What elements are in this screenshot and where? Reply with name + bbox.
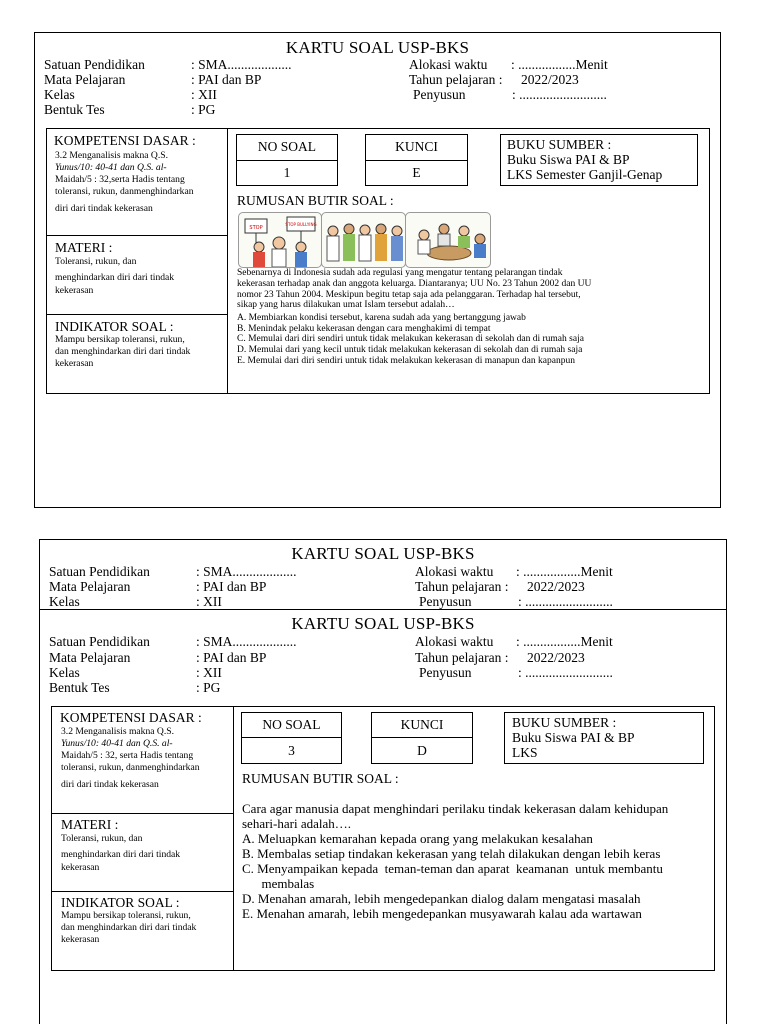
kd-line: Maidah/5 : 32, serta Hadis tentang <box>61 750 194 761</box>
kelas-value: : XII <box>191 87 217 102</box>
kd-line: toleransi, rukun, danmenghindarkan <box>55 186 194 197</box>
penyusun-value: : .......................... <box>518 594 613 609</box>
mapel-value: : PAI dan BP <box>191 72 262 87</box>
stem-line: sehari-hari adalah…. <box>242 816 352 831</box>
stop-sign-text: STOP <box>249 225 263 231</box>
card-1-stem <box>237 268 703 311</box>
alokasi-label: Alokasi waktu <box>409 57 488 72</box>
stem-line: kekerasan terhadap anak dan anggota keluarga. Diantaranya; UU No. 23 Tahun 2002 dan UU <box>237 278 592 289</box>
satuan-value: : SMA................... <box>196 564 297 579</box>
kunci-value: E <box>365 160 468 186</box>
alokasi-value: : .................Menit <box>516 564 613 579</box>
kelas-label: Kelas <box>49 665 80 680</box>
kelas-label: Kelas <box>49 594 80 609</box>
alokasi-value: : .................Menit <box>511 57 608 72</box>
buku-line: LKS Semester Ganjil-Genap <box>507 167 663 182</box>
buku-line: Buku Siswa PAI & BP <box>512 730 635 745</box>
kd-line: diri dari tindak kekerasan <box>61 779 159 790</box>
no-soal-header: NO SOAL <box>236 134 338 161</box>
buku-sumber-label: BUKU SUMBER : <box>512 715 617 730</box>
option-b: B. Membalas setiap tindakan kekerasan yang telah dilakukan dengan lebih keras <box>242 846 661 861</box>
kelas-label: Kelas <box>44 87 75 102</box>
no-soal-value: 3 <box>241 737 342 764</box>
tahun-value: 2022/2023 <box>527 650 585 665</box>
penyusun-value: : .......................... <box>512 87 607 102</box>
option-a: A. Meluapkan kemarahan kepada orang yang melakukan kesalahan <box>242 831 593 846</box>
indikator-line: dan menghindarkan diri dari tindak <box>55 346 191 357</box>
rumusan-label: RUMUSAN BUTIR SOAL : <box>242 771 399 786</box>
option-c-continued: membalas <box>242 876 315 891</box>
mapel-label: Mata Pelajaran <box>44 72 126 87</box>
option-e: E. Menahan amarah, lebih mengedepankan musyawarah kalau ada wartawan <box>242 906 642 921</box>
materi-line: kekerasan <box>61 862 100 873</box>
stem-line: Cara agar manusia dapat menghindari perilaku tindak kekerasan dalam kehidupan <box>242 801 669 816</box>
tahun-label: Tahun pelajaran : <box>409 72 503 87</box>
protest-illustration-icon <box>239 213 322 268</box>
materi-line: menghindarkan diri dari tindak <box>55 272 175 283</box>
kd-line: Yunus/10: 40-41 dan Q.S. al- <box>55 162 167 173</box>
satuan-label: Satuan Pendidikan <box>44 57 145 72</box>
indikator-label: INDIKATOR SOAL : <box>61 895 180 910</box>
buku-sumber-label: BUKU SUMBER : <box>507 137 612 152</box>
mapel-label: Mata Pelajaran <box>49 579 131 594</box>
card-1-options <box>237 313 703 367</box>
illustration-protest <box>238 212 322 268</box>
no-soal-header: NO SOAL <box>241 712 342 738</box>
kelas-value: : XII <box>196 594 222 609</box>
kd-line: Maidah/5 : 32,serta Hadis tentang <box>55 174 185 185</box>
buku-sumber-text <box>512 715 635 760</box>
kunci-header: KUNCI <box>371 712 473 738</box>
indikator-line: dan menghindarkan diri dari tindak <box>61 922 197 933</box>
alokasi-label: Alokasi waktu <box>415 564 494 579</box>
bentuk-label: Bentuk Tes <box>44 102 105 117</box>
penyusun-label: Penyusun <box>413 87 466 102</box>
satuan-label: Satuan Pendidikan <box>49 564 150 579</box>
illustration-group <box>321 212 406 268</box>
group-people-icon <box>322 213 406 268</box>
penyusun-value: : .......................... <box>518 665 613 680</box>
card-2-stem <box>242 801 708 831</box>
stem-line: Sebenarnya di Indonesia sudah ada regulasi yang mengatur tentang pelarangan tindak <box>237 268 563 278</box>
tahun-value: 2022/2023 <box>527 579 585 594</box>
card-2-title: KARTU SOAL USP-BKS <box>291 614 475 633</box>
satuan-label: Satuan Pendidikan <box>49 634 150 649</box>
materi-line: menghindarkan diri dari tindak <box>61 849 181 860</box>
kunci-header: KUNCI <box>365 134 468 161</box>
kompetensi-label: KOMPETENSI DASAR : <box>60 710 202 725</box>
option-a: A. Membiarkan kondisi tersebut, karena sudah ada yang bertanggung jawab <box>237 313 526 323</box>
kunci-value: D <box>371 737 473 764</box>
buku-line: LKS <box>512 745 538 760</box>
option-d: D. Memulai dari yang kecil untuk tidak melakukan kekerasan di sekolah dan di rumah saja <box>237 345 583 356</box>
illustration-discussion <box>405 212 491 268</box>
kelas-value: : XII <box>196 665 222 680</box>
kd-line: toleransi, rukun, danmenghindarkan <box>61 762 200 773</box>
option-e: E. Memulai dari diri sendiri untuk tidak melakukan kekerasan di manapun dan kapanpun <box>237 355 575 366</box>
option-c: C. Menyampaikan kepada teman-teman dan aparat keamanan untuk membantu <box>242 861 663 876</box>
mapel-label: Mata Pelajaran <box>49 650 131 665</box>
indikator-line: kekerasan <box>61 934 100 945</box>
indikator-text <box>61 910 233 946</box>
materi-line: Toleransi, rukun, dan <box>55 256 137 267</box>
alokasi-value: : .................Menit <box>516 634 613 649</box>
materi-line: Toleransi, rukun, dan <box>61 833 143 844</box>
option-c: C. Memulai dari diri sendiri untuk tidak melakukan kekerasan di sekolah dan di rumah saja <box>237 334 584 345</box>
no-soal-value: 1 <box>236 160 338 186</box>
mapel-value: : PAI dan BP <box>196 579 267 594</box>
stem-line: sikap yang harus dilakukan umat Islam tersebut adalah… <box>237 300 455 311</box>
stop-bullying-sign-text: STOP BULLYING <box>285 222 317 227</box>
kompetensi-text <box>61 726 233 791</box>
buku-line: Buku Siswa PAI & BP <box>507 152 630 167</box>
kd-line: diri dari tindak kekerasan <box>55 203 153 214</box>
stem-line: nomor 23 Tahun 2004. Meskipun begitu tetap saja ada pelanggaran. Terhadap hal tersebut, <box>237 289 581 300</box>
rumusan-label: RUMUSAN BUTIR SOAL : <box>237 193 394 208</box>
option-d: D. Menahan amarah, lebih mengedepankan dialog dalam mengatasi masalah <box>242 891 641 906</box>
materi-text <box>61 832 233 874</box>
materi-text <box>55 255 227 297</box>
materi-label: MATERI : <box>61 817 119 832</box>
discussion-icon <box>406 213 491 268</box>
materi-line: kekerasan <box>55 285 94 296</box>
materi-label: MATERI : <box>55 240 113 255</box>
card-2-title-top: KARTU SOAL USP-BKS <box>291 544 475 563</box>
bentuk-value: : PG <box>191 102 216 117</box>
satuan-value: : SMA................... <box>191 57 292 72</box>
satuan-value: : SMA................... <box>196 634 297 649</box>
tahun-label: Tahun pelajaran : <box>415 650 509 665</box>
indikator-line: Mampu bersikap toleransi, rukun, <box>61 910 191 921</box>
indikator-line: kekerasan <box>55 358 94 369</box>
tahun-value: 2022/2023 <box>521 72 579 87</box>
option-b: B. Menindak pelaku kekerasan dengan cara menghakimi di tempat <box>237 323 491 334</box>
kd-line: 3.2 Menganalisis makna Q.S. <box>61 726 174 737</box>
indikator-text <box>55 334 227 370</box>
tahun-label: Tahun pelajaran : <box>415 579 509 594</box>
buku-sumber-text <box>507 137 662 182</box>
card-2-options <box>242 831 708 921</box>
bentuk-value: : PG <box>196 680 221 695</box>
penyusun-label: Penyusun <box>419 665 472 680</box>
alokasi-label: Alokasi waktu <box>415 634 494 649</box>
kd-line: Yunus/10: 40-41 dan Q.S. al- <box>61 738 173 749</box>
kompetensi-text <box>55 150 227 215</box>
indikator-label: INDIKATOR SOAL : <box>55 319 174 334</box>
indikator-line: Mampu bersikap toleransi, rukun, <box>55 334 185 345</box>
card-1-title: KARTU SOAL USP-BKS <box>285 38 470 57</box>
kompetensi-label: KOMPETENSI DASAR : <box>54 133 196 148</box>
mapel-value: : PAI dan BP <box>196 650 267 665</box>
card-2-divider <box>39 609 727 610</box>
bentuk-label: Bentuk Tes <box>49 680 110 695</box>
penyusun-label: Penyusun <box>419 594 472 609</box>
kd-line: 3.2 Menganalisis makna Q.S. <box>55 150 168 161</box>
